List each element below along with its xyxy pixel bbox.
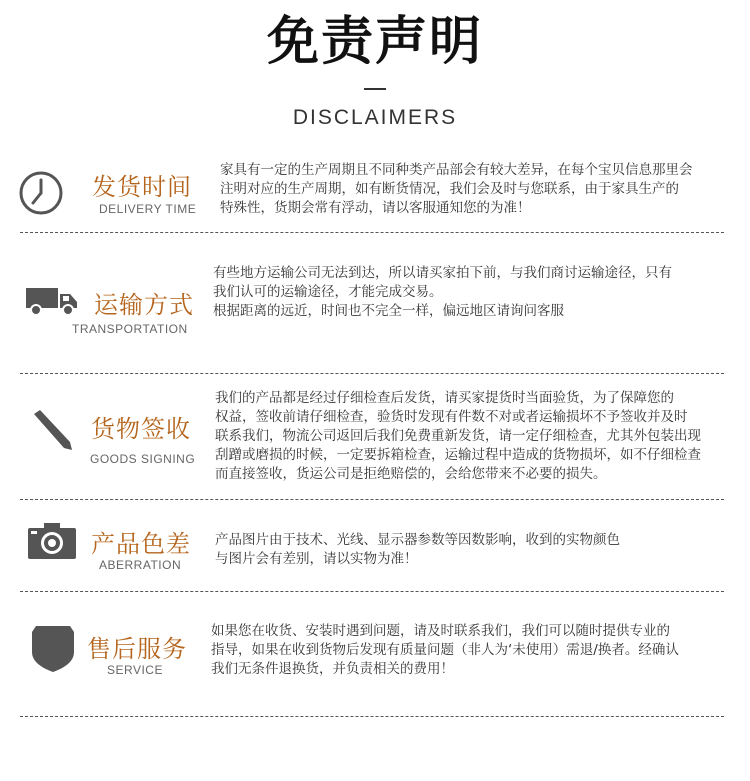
section-subtitle: ABERRATION — [99, 558, 182, 572]
body-line: 我们认可的运输途径，才能完成交易。 — [213, 284, 443, 300]
clock-icon — [18, 170, 64, 216]
section-subtitle: DELIVERY TIME — [99, 202, 197, 216]
body-line: 联系我们，物流公司返回后我们免费重新发货，请一定仔细检查，尤其外包装出现 — [215, 428, 701, 444]
section-body — [213, 264, 672, 321]
section-title: 发货时间 — [92, 173, 192, 201]
page-subtitle: DISCLAIMERS — [292, 106, 458, 129]
section-subtitle: GOODS SIGNING — [90, 452, 196, 466]
body-line: 有些地方运输公司无法到达，所以请买家拍下前，与我们商讨运输途径，只有 — [213, 265, 672, 281]
section-divider — [20, 232, 724, 233]
page-title: 免责声明 — [266, 12, 483, 72]
camera-icon — [28, 523, 76, 559]
section-title: 产品色差 — [91, 530, 191, 558]
pen-icon — [30, 408, 74, 452]
body-line: 与图片会有差别，请以实物为准！ — [215, 551, 418, 567]
body-line: 我们无条件退换货，并负责相关的费用！ — [211, 661, 454, 677]
body-line: 我们的产品都是经过仔细检查后发货，请买家提货时当面验货，为了保障您的 — [215, 390, 674, 406]
body-line: 如果您在收货、安装时遇到问题，请及时联系我们，我们可以随时提供专业的 — [211, 623, 670, 639]
shield-icon — [30, 622, 76, 672]
section-title: 售后服务 — [87, 635, 187, 663]
title-dash — [364, 88, 386, 90]
body-line: 产品图片由于技术、光线、显示器参数等因数影响，收到的实物颜色 — [215, 532, 620, 548]
body-line: 而直接签收，货运公司是拒绝赔偿的，会给您带来不必要的损失。 — [215, 466, 607, 482]
section-title: 运输方式 — [94, 291, 194, 319]
truck-icon — [26, 286, 78, 316]
section-title: 货物签收 — [91, 415, 191, 443]
body-line: 刮蹭或磨损的时候，一定要拆箱检查，运输过程中造成的货物损坏，如不仔细检查 — [215, 447, 701, 463]
section-subtitle: TRANSPORTATION — [72, 322, 188, 336]
body-line: 根据距离的远近，时间也不完全一样，偏远地区请询问客服 — [213, 303, 564, 319]
section-divider — [20, 591, 724, 592]
body-line: 权益，签收前请仔细检查，验货时发现有件数不对或者运输损坏不予签收并及时 — [215, 409, 688, 425]
body-line: 家具有一定的生产周期且不同种类产品部会有较大差异，在每个宝贝信息那里会 — [220, 162, 693, 178]
body-line: 指导，如果在收到货物后发现有质量问题（非人为‘未使用）需退/换者。经确认 — [211, 642, 679, 658]
section-body — [211, 622, 679, 679]
section-divider — [20, 373, 724, 374]
section-divider — [20, 499, 724, 500]
section-body — [215, 389, 701, 484]
body-line: 注明对应的生产周期，如有断货情况，我们会及时与您联系，由于家具生产的 — [220, 181, 679, 197]
section-divider — [20, 716, 724, 717]
section-body — [215, 531, 620, 569]
body-line: 特殊性，货期会常有浮动，请以客服通知您的为准！ — [220, 200, 531, 216]
section-subtitle: SERVICE — [107, 663, 163, 677]
section-body — [220, 161, 693, 218]
